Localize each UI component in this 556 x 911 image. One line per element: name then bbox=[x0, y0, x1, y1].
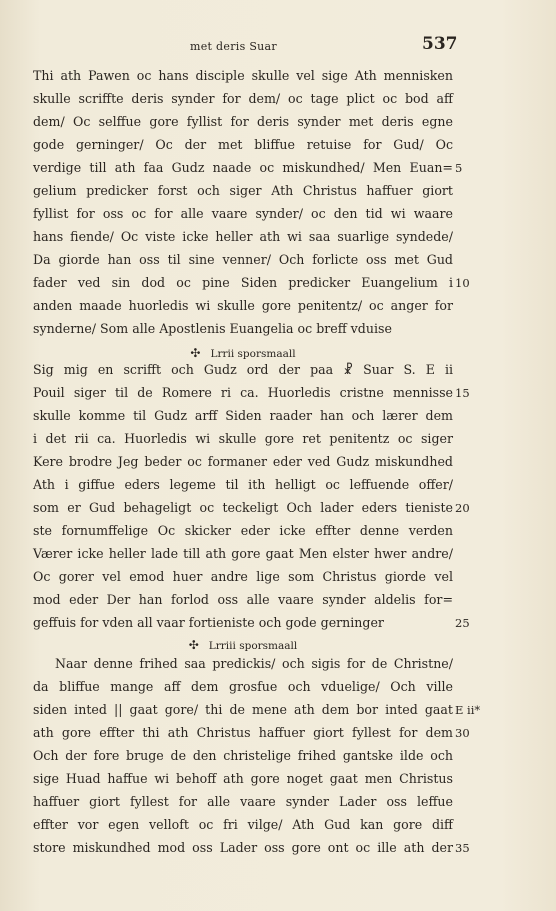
text-line: Och der fore bruge de den christelige frihed gantske ilde och bbox=[33, 748, 453, 763]
text-line: synderne/ Som alle Apostlenis Euangelia oc breff vduise bbox=[33, 321, 392, 336]
text-line: Værer icke heller lade till ath gore gaat Men elster hwer andre/ bbox=[33, 546, 453, 561]
text-line: ath gore effter thi ath Christus haffuer giort fyllest for dem bbox=[33, 725, 453, 740]
page-header bbox=[0, 34, 556, 58]
text-line: anden maade huorledis wi skulle gore penitentz/ oc anger for bbox=[33, 298, 453, 313]
text-line: Thi ath Pawen oc hans disciple skulle vel sige Ath mennisken bbox=[33, 68, 453, 83]
text-line: ste fornumffelige Oc skicker eder icke effter denne verden bbox=[33, 523, 453, 538]
text-line: Ath i giffue eders legeme til ith helligt oc leffuende offer/ bbox=[33, 477, 453, 492]
text-line: gode gerninger/ Oc der met bliffue retuise for Gud/ Oc bbox=[33, 137, 453, 152]
section-heading bbox=[33, 638, 453, 653]
margin-line-number: 35 bbox=[455, 841, 470, 855]
text-line: store miskundhed mod oss Lader oss gore ont oc ille ath der bbox=[33, 840, 453, 855]
text-line: da bliffue mange aff dem grosfue och vduelige/ Och ville bbox=[33, 679, 453, 694]
text-line: Kere brodre Jeg beder oc formaner eder ved Gudz miskundhed bbox=[33, 454, 453, 469]
margin-line-number: 10 bbox=[455, 276, 470, 290]
text-line: skulle scriffte deris synder for dem/ oc tage plict oc bod aff bbox=[33, 91, 453, 106]
text-line: Oc gorer vel emod huer andre lige som Christus giorde vel bbox=[33, 569, 453, 584]
text-line: fyllist for oss oc for alle vaare synder/ oc den tid wi waare bbox=[33, 206, 453, 221]
section-heading-text: Lrrii sporsmaall bbox=[210, 348, 296, 360]
section-heading bbox=[33, 346, 453, 361]
margin-line-number: 30 bbox=[455, 726, 470, 740]
margin-line-number: 5 bbox=[455, 161, 463, 175]
running-head: met deris Suar bbox=[190, 40, 277, 53]
text-line: dem/ Oc selffue gore fyllist for deris synder met deris egne bbox=[33, 114, 453, 129]
text-line: i det rii ca. Huorledis wi skulle gore ret penitentz oc siger bbox=[33, 431, 453, 446]
margin-line-number: E ii* bbox=[455, 703, 481, 717]
text-line: mod eder Der han forlod oss alle vaare synder aldelis for= bbox=[33, 592, 453, 607]
margin-line-number: 20 bbox=[455, 501, 470, 515]
text-line: som er Gud behageligt oc teckeligt Och lader eders tieniste bbox=[33, 500, 453, 515]
text-line: gelium predicker forst och siger Ath Christus haffuer giort bbox=[33, 183, 453, 198]
text-line: haffuer giort fyllest for alle vaare synder Lader oss leffue bbox=[33, 794, 453, 809]
margin-line-number: 15 bbox=[455, 386, 470, 400]
text-line: Sig mig en scrifft och Gudz ord der paa ☧ Suar S. E ii bbox=[33, 362, 453, 377]
text-line: Da giorde han oss til sine venner/ Och forlicte oss met Gud bbox=[33, 252, 453, 267]
text-line: Pouil siger til de Romere ri ca. Huorledis cristne mennisse bbox=[33, 385, 453, 400]
section-heading-text: Lrriii sporsmaall bbox=[208, 640, 298, 652]
text-line: Naar denne frihed saa predickis/ och sigis for de Christne/ bbox=[55, 656, 453, 671]
text-line: geffuis for vden all vaar fortieniste och gode gerninger bbox=[33, 615, 384, 630]
margin-line-number: 25 bbox=[455, 616, 470, 630]
text-line: verdige till ath faa Gudz naade oc miskundhed/ Men Euan= bbox=[33, 160, 453, 175]
text-line: fader ved sin dod oc pine Siden predicker Euangelium i bbox=[33, 275, 453, 290]
fleuron-icon: ✣ bbox=[188, 638, 199, 652]
text-line: hans fiende/ Oc viste icke heller ath wi saa suarlige syndede/ bbox=[33, 229, 453, 244]
fleuron-icon: ✣ bbox=[190, 346, 201, 360]
text-line: effter vor egen velloft oc fri vilge/ Ath Gud kan gore diff bbox=[33, 817, 453, 832]
text-line: sige Huad haffue wi behoff ath gore noget gaat men Christus bbox=[33, 771, 453, 786]
page-number: 537 bbox=[422, 34, 458, 54]
text-line: siden inted || gaat gore/ thi de mene ath dem bor inted gaat bbox=[33, 702, 453, 717]
text-line: skulle komme til Gudz arff Siden raader han och lærer dem bbox=[33, 408, 453, 423]
